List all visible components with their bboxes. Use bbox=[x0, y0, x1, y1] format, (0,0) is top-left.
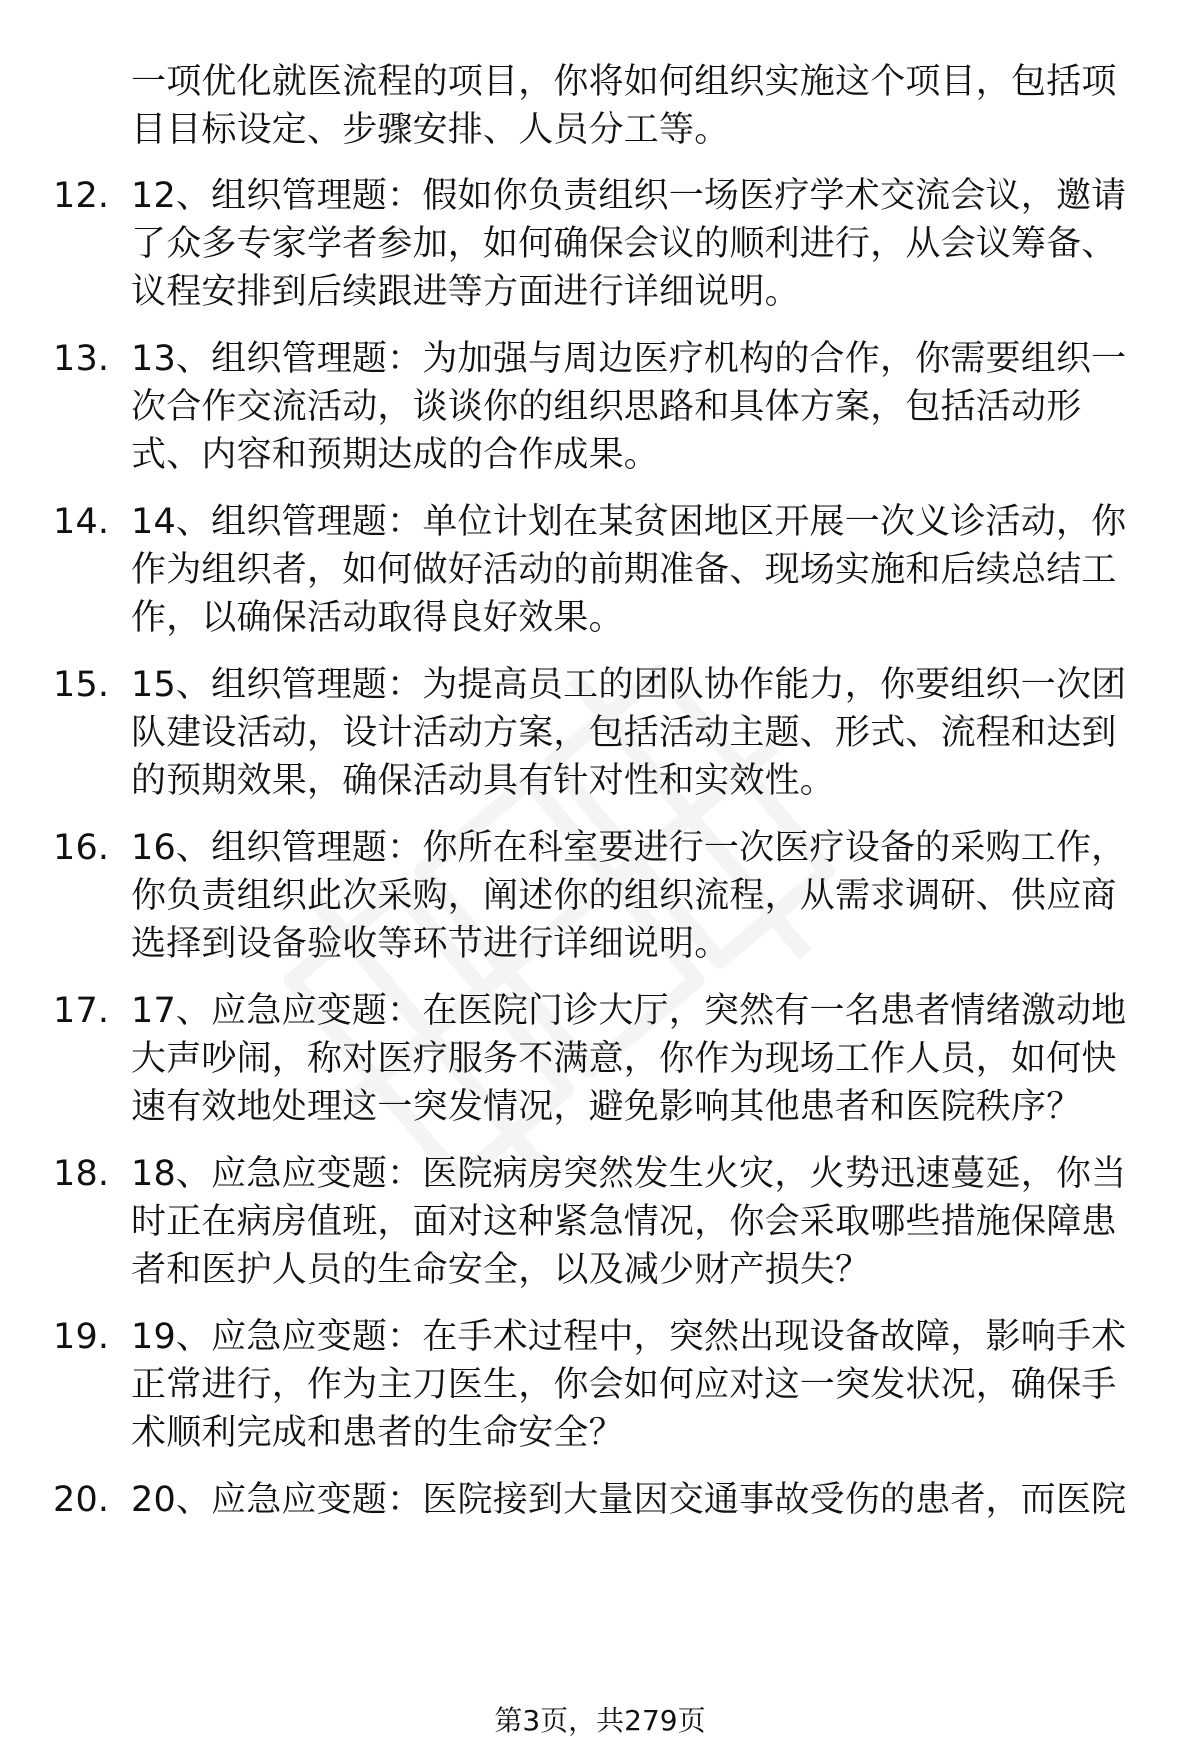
item-number: 15. bbox=[53, 665, 110, 705]
item-line: 队建设活动，设计活动方案，包括活动主题、形式、流程和达到 bbox=[131, 713, 1117, 753]
item-text bbox=[131, 661, 1151, 805]
item-line: 了众多专家学者参加，如何确保会议的顺利进行，从会议筹备、 bbox=[131, 224, 1117, 264]
item-line: 议程安排到后续跟进等方面进行详细说明。 bbox=[131, 272, 800, 312]
item-number: 16. bbox=[53, 828, 110, 868]
item-line: 12、组织管理题：假如你负责组织一场医疗学术交流会议，邀请 bbox=[131, 176, 1127, 216]
item-line: 者和医护人员的生命安全，以及减少财产损失？ bbox=[131, 1250, 871, 1290]
item-line: 作，以确保活动取得良好效果。 bbox=[131, 598, 624, 638]
item-line: 术顺利完成和患者的生命安全？ bbox=[131, 1413, 624, 1453]
item-line: 大声吵闹，称对医疗服务不满意，你作为现场工作人员，如何快 bbox=[131, 1039, 1117, 1079]
item-line: 你负责组织此次采购，阐述你的组织流程，从需求调研、供应商 bbox=[131, 876, 1117, 916]
continuation-line: 一项优化就医流程的项目，你将如何组织实施这个项目，包括项 bbox=[131, 62, 1117, 102]
item-line: 时正在病房值班，面对这种紧急情况，你会采取哪些措施保障患 bbox=[131, 1202, 1117, 1242]
page-footer: 第3页，共279页 bbox=[494, 1704, 706, 1737]
continuation-paragraph bbox=[131, 58, 1151, 154]
item-text bbox=[131, 987, 1151, 1131]
item-line: 17、应急应变题：在医院门诊大厅，突然有一名患者情绪激动地 bbox=[131, 991, 1127, 1031]
item-text bbox=[131, 498, 1151, 642]
item-number: 20. bbox=[53, 1480, 110, 1520]
item-line: 式、内容和预期达成的合作成果。 bbox=[131, 435, 660, 475]
item-line: 正常进行，作为主刀医生，你会如何应对这一突发状况，确保手 bbox=[131, 1365, 1117, 1405]
item-line: 选择到设备验收等环节进行详细说明。 bbox=[131, 924, 730, 964]
item-number: 19. bbox=[53, 1317, 110, 1357]
item-number: 17. bbox=[53, 991, 110, 1031]
item-text bbox=[131, 335, 1151, 479]
item-line: 的预期效果，确保活动具有针对性和实效性。 bbox=[131, 761, 836, 801]
item-line: 作为组织者，如何做好活动的前期准备、现场实施和后续总结工 bbox=[131, 550, 1117, 590]
item-number: 12. bbox=[53, 176, 110, 216]
item-line: 15、组织管理题：为提高员工的团队协作能力，你要组织一次团 bbox=[131, 665, 1127, 705]
item-text bbox=[131, 172, 1151, 316]
item-text bbox=[131, 1476, 1151, 1524]
item-number: 14. bbox=[53, 502, 110, 542]
item-line: 19、应急应变题：在手术过程中，突然出现设备故障，影响手术 bbox=[131, 1317, 1127, 1357]
item-line: 速有效地处理这一突发情况，避免影响其他患者和医院秩序？ bbox=[131, 1087, 1082, 1127]
item-text bbox=[131, 1313, 1151, 1457]
item-line: 16、组织管理题：你所在科室要进行一次医疗设备的采购工作， bbox=[131, 828, 1127, 868]
continuation-line: 目目标设定、步骤安排、人员分工等。 bbox=[131, 110, 730, 150]
item-text bbox=[131, 1150, 1151, 1294]
item-line: 13、组织管理题：为加强与周边医疗机构的合作，你需要组织一 bbox=[131, 339, 1127, 379]
item-line: 次合作交流活动，谈谈你的组织思路和具体方案，包括活动形 bbox=[131, 387, 1082, 427]
item-number: 18. bbox=[53, 1154, 110, 1194]
item-text bbox=[131, 824, 1151, 968]
item-line: 14、组织管理题：单位计划在某贫困地区开展一次义诊活动，你 bbox=[131, 502, 1127, 542]
item-line: 18、应急应变题：医院病房突然发生火灾，火势迅速蔓延，你当 bbox=[131, 1154, 1127, 1194]
item-number: 13. bbox=[53, 339, 110, 379]
item-line: 20、应急应变题：医院接到大量因交通事故受伤的患者，而医院 bbox=[131, 1480, 1127, 1520]
